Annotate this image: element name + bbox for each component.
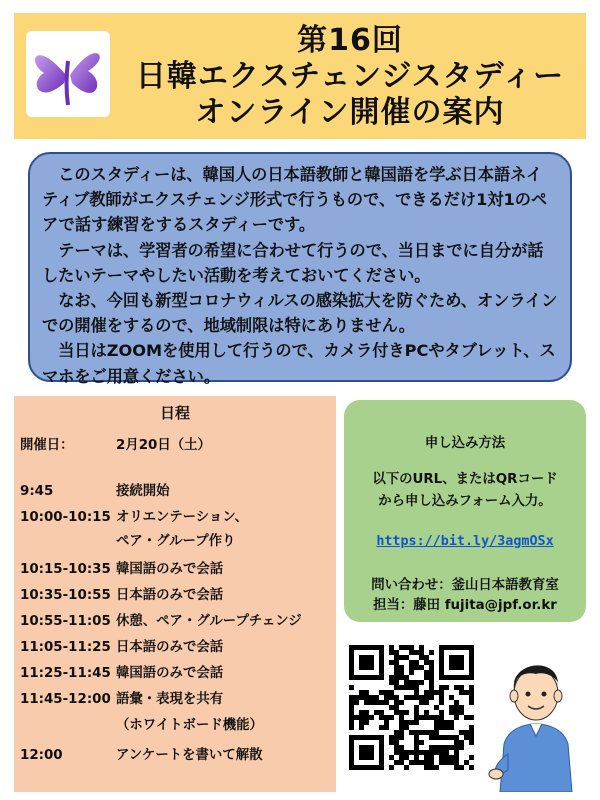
intro-paragraph: なお、今回も新型コロナウィルスの感染拡大を防ぐため、オンラインでの開催をするので、地域制限は特にありません。 — [42, 291, 558, 336]
schedule-title: 日程 — [159, 404, 190, 422]
application-url-link[interactable]: https://bit.ly/3agmOSx — [376, 534, 554, 549]
schedule-time: 10:55-11:05 — [20, 614, 111, 629]
intro-box — [28, 152, 572, 386]
page-title — [114, 23, 586, 131]
schedule-row — [20, 714, 263, 733]
schedule-row — [20, 662, 223, 681]
title-line-3: オンライン開催の案内 — [195, 95, 505, 130]
schedule-desc: アンケートを書いて解散 — [116, 748, 263, 763]
schedule-row — [20, 558, 223, 577]
schedule-row — [20, 636, 223, 655]
schedule-desc: 休憩、ペア・グループチェンジ — [116, 614, 302, 629]
schedule-time: 9:45 — [20, 484, 54, 499]
schedule-time: 10:35-10:55 — [20, 588, 111, 603]
schedule-desc: 語彙・表現を共有 — [116, 692, 224, 707]
apply-title: 申し込み方法 — [424, 436, 506, 451]
schedule-date-row — [20, 434, 211, 453]
schedule-box — [14, 396, 336, 792]
schedule-time: 10:00-10:15 — [20, 510, 111, 525]
contact-person: 担当：藤田 fujita@jpf.or.kr — [373, 598, 557, 613]
schedule-row — [20, 610, 302, 629]
schedule-row — [20, 530, 235, 549]
date-label: 開催日： — [20, 438, 74, 453]
schedule-desc: 日本語のみで会話 — [116, 588, 224, 603]
schedule-row — [20, 744, 263, 763]
schedule-time: 10:15-10:35 — [20, 562, 111, 577]
schedule-row — [20, 506, 248, 525]
schedule-desc: 日本語のみで会話 — [116, 640, 224, 655]
schedule-time: 11:25-11:45 — [20, 666, 111, 681]
butterfly-logo-icon — [26, 31, 110, 117]
intro-paragraph: テーマは、学習者の希望に合わせて行うので、当日までに自分が話したいテーマやしたい活動を考えておいてください。 — [42, 240, 544, 285]
application-box — [344, 400, 586, 622]
schedule-time: 11:45-12:00 — [20, 692, 111, 707]
schedule-time: 11:05-11:25 — [20, 640, 111, 655]
apply-line-1: 以下のURL、またはQRコード — [372, 472, 558, 487]
schedule-desc: オリエンテーション、 — [116, 510, 249, 525]
qr-code-icon[interactable] — [346, 642, 476, 792]
intro-paragraph: 当日はZOOMを使用して行うので、カメラ付きPCやタブレット、スマホをご用意ください。 — [42, 341, 556, 386]
header-banner — [14, 13, 586, 139]
schedule-desc: （ホワイトボード機能） — [116, 718, 263, 733]
presenting-man-illustration — [486, 642, 586, 792]
schedule-time: 12:00 — [20, 748, 63, 763]
intro-paragraph: このスタディーは、韓国人の日本語教師と韓国語を学ぶ日本語ネイティブ教師がエクスチェンジ形式で行うもので、できるだけ1対1のペアで話す練習をするスタディーです。 — [42, 165, 548, 235]
schedule-desc: 接続開始 — [116, 484, 170, 499]
schedule-desc: ペア・グループ作り — [116, 534, 236, 549]
schedule-desc: 韓国語のみで会話 — [116, 562, 224, 577]
schedule-row — [20, 688, 223, 707]
title-line-2: 日韓エクスチェンジスタディー — [135, 59, 565, 94]
date-value: 2月20日（土） — [116, 438, 211, 453]
schedule-row — [20, 584, 223, 603]
schedule-row — [20, 480, 170, 499]
apply-line-2: から申し込みフォーム入力。 — [378, 494, 552, 509]
schedule-desc: 韓国語のみで会話 — [116, 666, 224, 681]
title-line-1: 第16回 — [297, 23, 403, 58]
contact-line: 問い合わせ：釜山日本語教育室 — [371, 578, 559, 593]
